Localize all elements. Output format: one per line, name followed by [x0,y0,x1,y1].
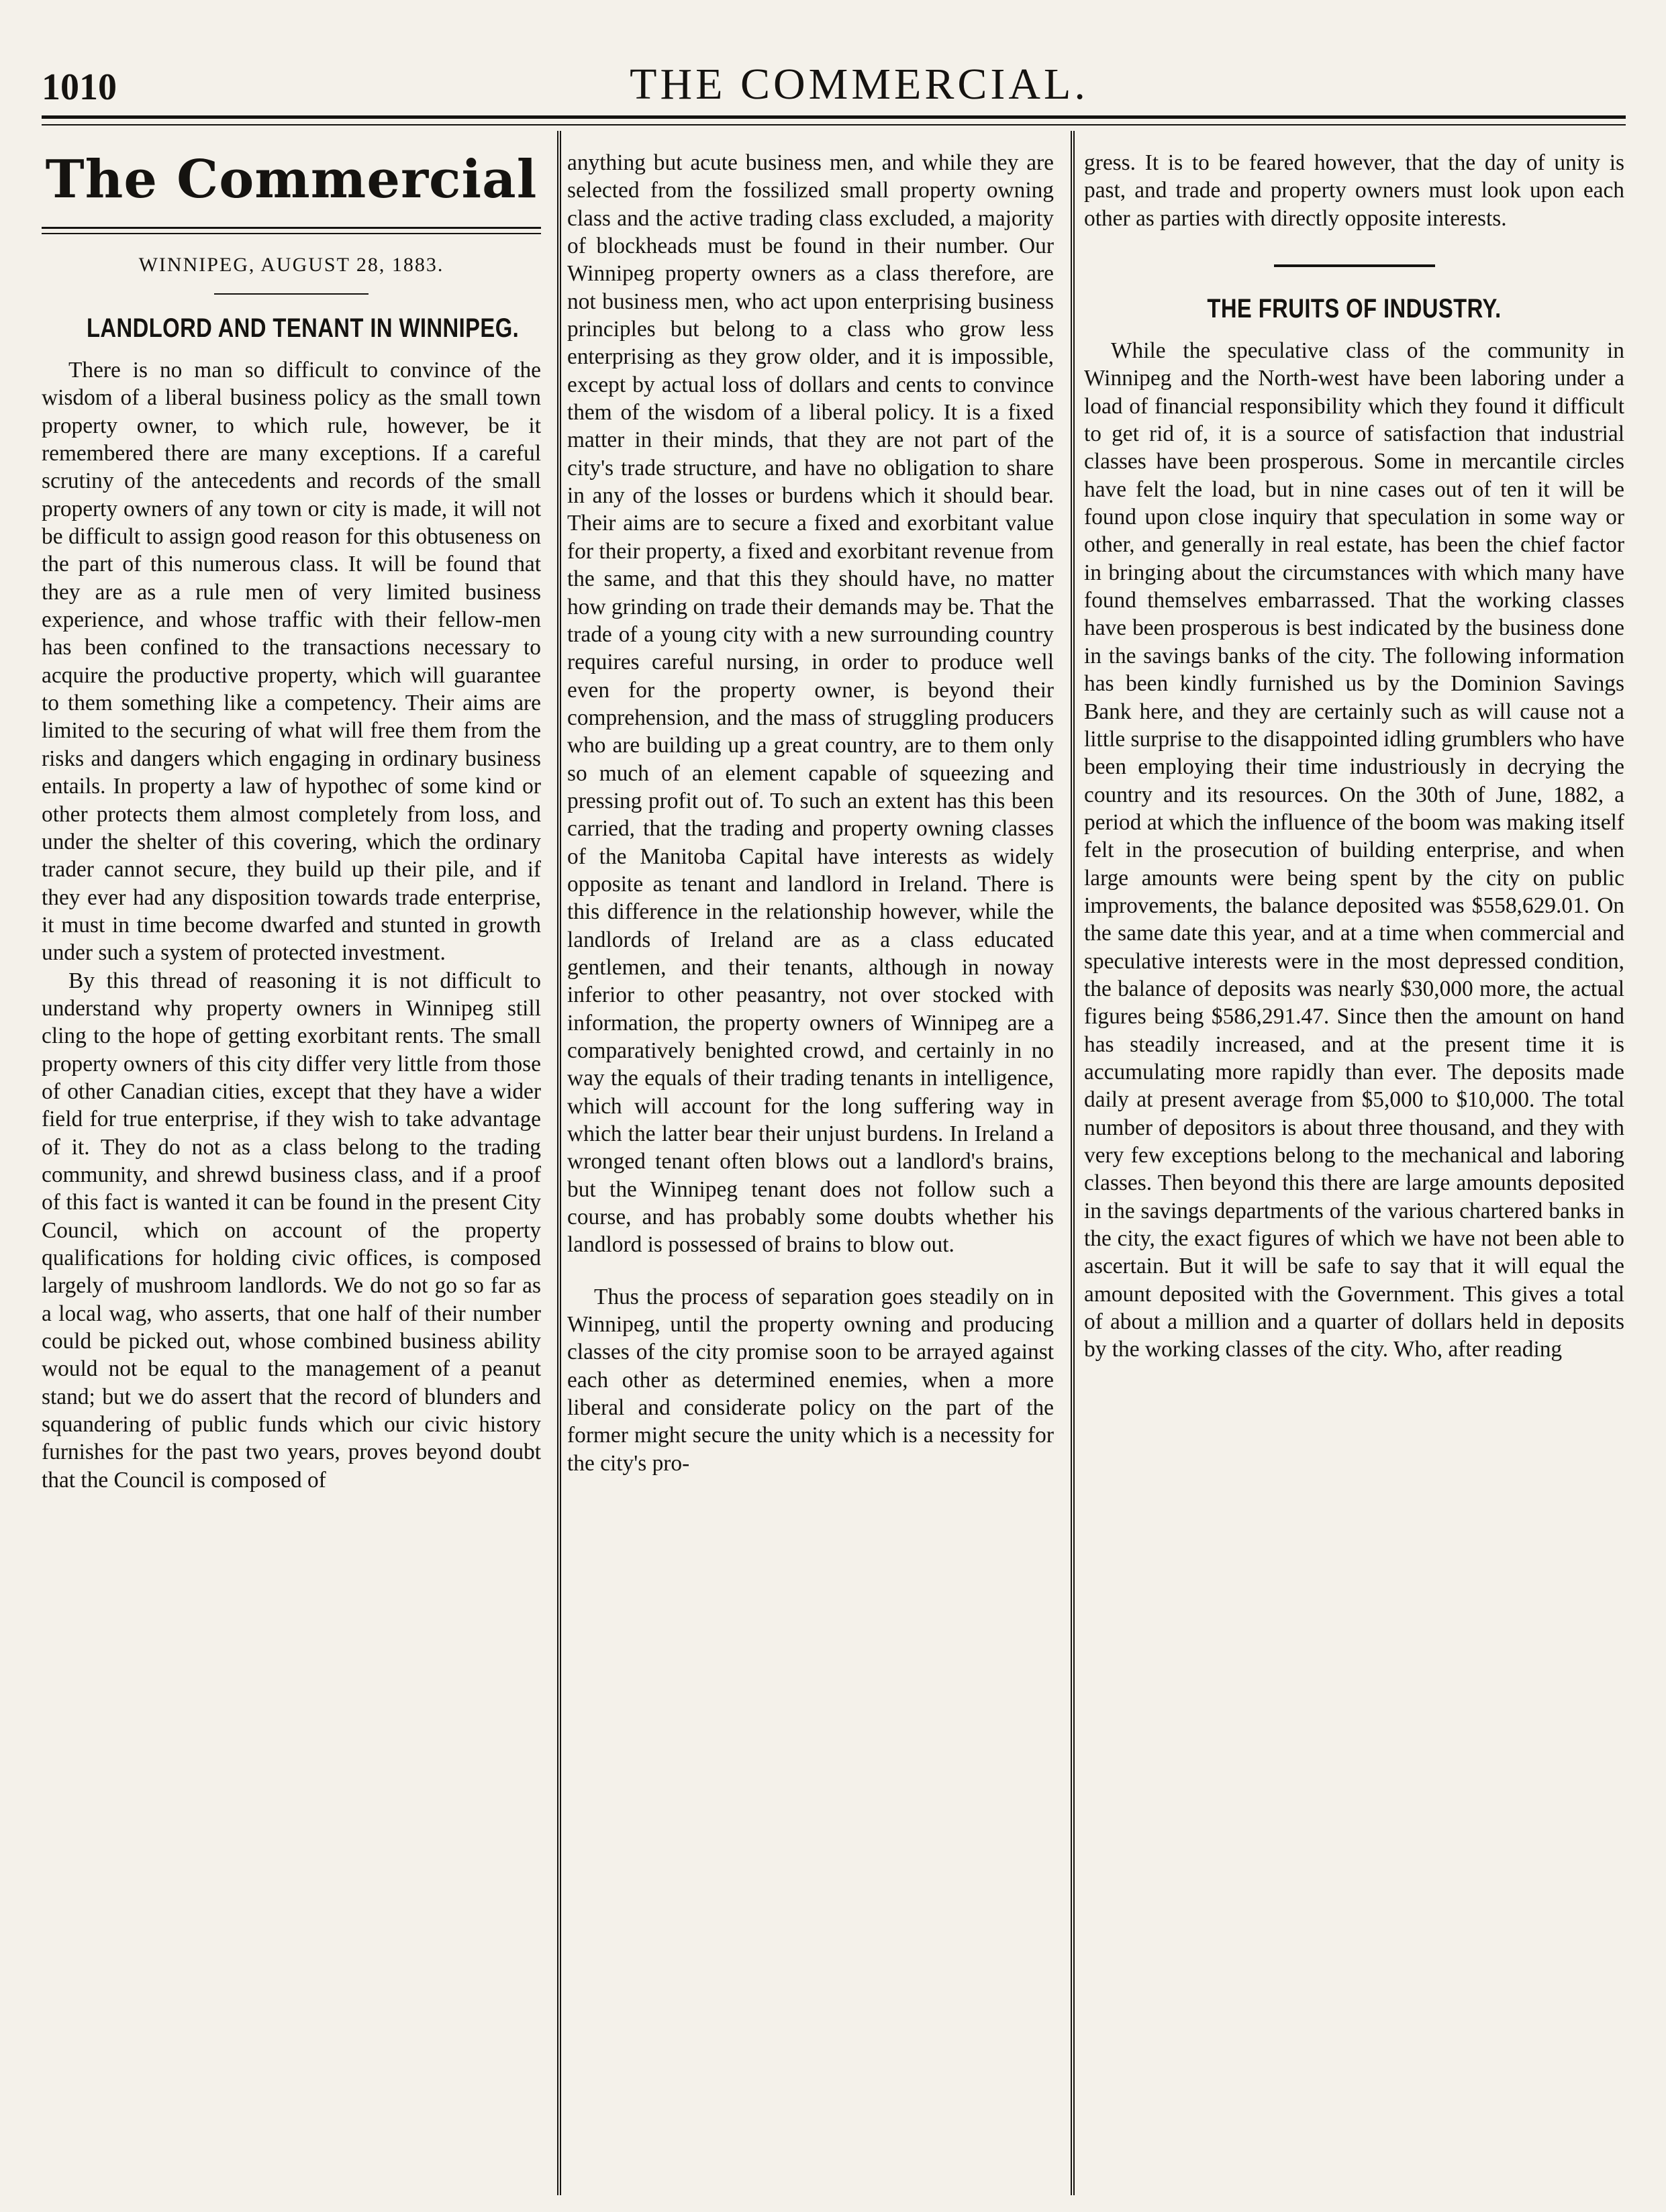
column-rule [1071,131,1072,2195]
masthead-rule [42,233,541,234]
column-1 [42,142,541,1494]
masthead-rule [42,227,541,229]
article-paragraph: While the speculative class of the community in Winnipeg and the North-west have been laboring under a load of financial responsibility which they found it difficult to get rid of, it is a source of satisfaction that industrial classes have been prosperous. Some in mercantile circles have felt the load, but in nine cases out of ten it will be found upon close inquiry that speculation in some way or other, and generally in real estate, has been the chief factor in bringing about the circumstances with which many have found themselves embarrassed. That the working classes have been prosperous is best indicated by the business done in the savings banks of the city. The following information has been kindly furnished us by the Dominion Savings Bank here, and they are certainly such as will cause not a little surprise to the disappointed idling grumblers who have been employing their time industriously in decrying the country and its resources. On the 30th of June, 1882, a period at which the influence of the boom was making itself felt in the prosecution of building enterprise, and when large amounts were being spent by the city on public improvements, the balance deposited was $558,629.01. On the same date this year, and at a time when commercial and speculative interests were in the most depressed condition, the balance of deposits was nearly $30,000 more, the actual figures being $586,291.47. Since then the amount on hand has steadily increased, and at the present time it is accumulating more rapidly than ever. The deposits made daily at present average from $5,000 to $10,000. The total number of depositors is about three thousand, and they with very few exceptions belong to the mechanical and laboring classes. Then beyond this there are large amounts deposited in the savings departments of the various chartered banks in the city, the exact figures of which we have not been able to ascertain. But it will be safe to say that it will equal the amount deposited with the Government. This gives a total of about a million and a quarter of dollars held in deposits by the working classes of the city. Who, after reading [1084,338,1624,1362]
header-rule-thin [42,124,1626,125]
article-headline: THE FRUITS OF INDUSTRY. [1207,294,1502,324]
column-3 [1084,149,1624,1364]
page-number: 1010 [42,66,117,108]
article-paragraph: Thus the process of separation goes steadily on in Winnipeg, until the property owning and producing classes of the city promise soon to be arrayed against each other as determined enemies, when a more liberal and considerate policy on the part of the former might secure the unity which is a necessity for the city's pro- [567,1284,1054,1476]
article-paragraph: By this thread of reasoning it is not difficult to understand why property owners in Winnipeg still cling to the hope of getting exorbitant rents. The small property owners of this city differ very little from those of other Canadian cities, except that they have a wider field for true enterprise, if they wish to take advantage of it. They do not as a class belong to the trading community, and shrewd business class, and if a proof of this fact is wanted it can be found in the present City Council, which on account of the property qualifications for holding civic offices, is composed largely of mushroom landlords. We do not go so far as a local wag, who asserts, that one half of their number could be picked out, whose combined business ability would not be equal to the management of a peanut stand; but we do assert that the record of blunders and squandering of public funds which our civic history furnishes for the past two years, proves beyond doubt that the Council is composed of [42,968,541,1493]
column-rule [1073,131,1075,2195]
column-rule [557,131,558,2195]
article-headline: LANDLORD AND TENANT IN WINNIPEG. [86,313,520,343]
article-paragraph: anything but acute business men, and while they are selected from the fossilized small property owning class and the active trading class excluded, a majority of blockheads must be found in their number. Our Winnipeg property owners as a class therefore, are not business men, who act upon enterprising business principles but belong to a class who grow less enterprising as they grow older, and it is impossible, except by actual loss of dollars and cents to convince them of the wisdom of a liberal policy. It is a fixed matter in their minds, that they are not part of the city's trade structure, and have no obligation to share in any of the losses or burdens which it should bear. Their aims are to secure a fixed and exorbitant value for their property, a fixed and exorbitant revenue from the same, and that this they should have, no matter how grinding on trade their demands may be. That the trade of a young city with a new surrounding country requires careful nursing, in order to produce well even for the property owner, is beyond their comprehension, and the mass of struggling producers who are building up a great country, are to them only so much of an element capable of squeezing and pressing profit out of. To such an extent has this been carried, that the trading and property owning classes of the Manitoba Capital have interests as widely opposite as tenant and landlord in Ireland. There is this difference in the relationship however, while the landlords of Ireland are as a class educated gentlemen, and their tenants, although in noway inferior to other peasantry, not over stocked with information, the property owners of Winnipeg are a comparatively benighted crowd, and certainly in no way the equals of their trading tenants in intelligence, which will account for the long suffering way in which the latter bear their unjust burdens. In Ireland a wronged tenant often blows out a landlord's brains, but the Winnipeg tenant does not follow such a course, and has probably some doubts whether his landlord is possessed of brains to blow out. [567,150,1054,1258]
article-separator-rule [1274,264,1435,267]
header-rule-thick [42,115,1626,119]
masthead-title: The Commercial [45,149,538,210]
dateline: WINNIPEG, AUGUST 28, 1883. [138,254,444,276]
article-paragraph: gress. It is to be feared however, that the day of unity is past, and trade and property owners must look upon each other as parties with directly opposite interests. [1084,150,1624,231]
column-rule [560,131,561,2195]
running-head: THE COMMERCIAL. [630,60,1089,109]
column-2 [567,149,1054,1477]
article-paragraph: There is no man so difficult to convince of the wisdom of a liberal business policy as the small town property owner, to which rule, however, be it remembered there are many exceptions. If a careful scrutiny of the antecedents and records of the small property owners of any town or city is made, it will not be difficult to assign good reason for this obtuseness on the part of this numerous class. It will be found that they are as a rule men of very limited business experience, and whose traffic with their fellow-men has been confined to the transactions necessary to acquire the productive property, which will guarantee to them something like a competency. Their aims are limited to the securing of what will free them from the risks and dangers which engaging in ordinary business entails. In property a law of hypothec of some kind or other protects them almost completely from loss, and under the shelter of this covering, which the ordinary trader cannot secure, they build up their pile, and if they ever had any disposition towards trade enterprise, it must in time become dwarfed and stunted in growth under such a system of protected investment. [42,358,541,966]
dateline-rule [214,293,369,295]
